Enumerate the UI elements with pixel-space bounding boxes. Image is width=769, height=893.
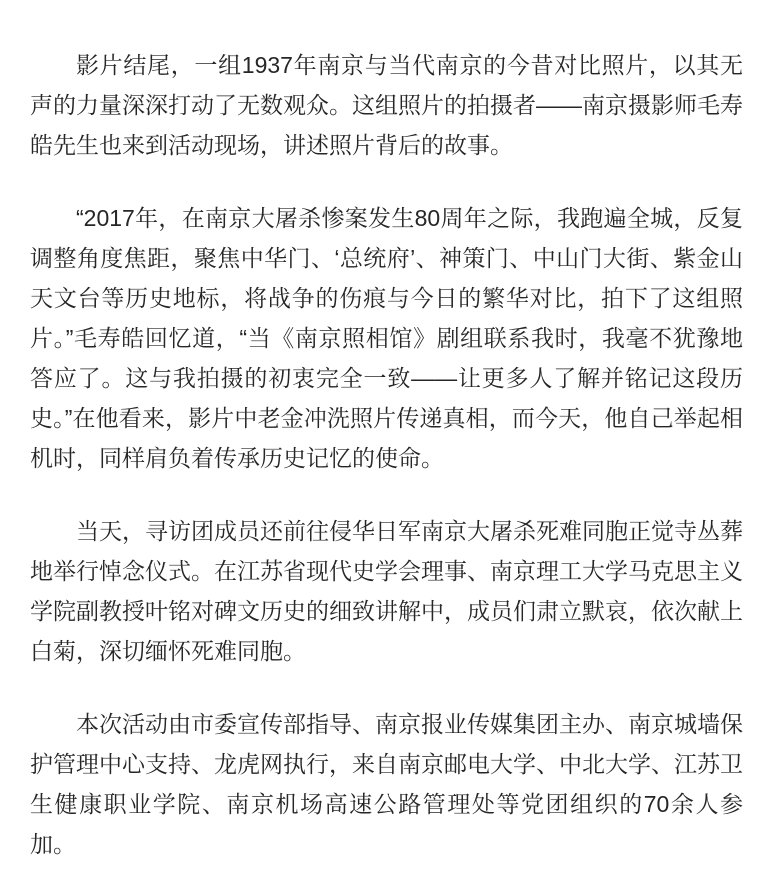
article-paragraph: “2017年，在南京大屠杀惨案发生80周年之际，我跑遍全城，反复调整角度焦距，聚焦中华门、‘总统府’、神策门、中山门大街、紫金山天文台等历史地标，将战争的伤痕与今日的繁华对比，拍下了这组照片。”毛寿皓回忆道，“当《南京照相馆》剧组联系我时，我毫不犹豫地答应了。这与我拍摄的初衷完全一致——让更多人了解并铭记这段历史。”在他看来，影片中老金冲洗照片传递真相，而今天，他自己举起相机时，同样肩负着传承历史记忆的使命。 bbox=[30, 205, 743, 471]
article-paragraph: 影片结尾，一组1937年南京与当代南京的今昔对比照片，以其无声的力量深深打动了无数观众。这组照片的拍摄者——南京摄影师毛寿皓先生也来到活动现场，讲述照片背后的故事。 bbox=[30, 52, 743, 158]
article-paragraph: 当天，寻访团成员还前往侵华日军南京大屠杀死难同胞正觉寺丛葬地举行悼念仪式。在江苏省现代史学会理事、南京理工大学马克思主义学院副教授叶铭对碑文历史的细致讲解中，成员们肃立默哀，依次献上白菊，深切缅怀死难同胞。 bbox=[30, 518, 743, 664]
article-paragraph: 本次活动由市委宣传部指导、南京报业传媒集团主办、南京城墙保护管理中心支持、龙虎网执行，来自南京邮电大学、中北大学、江苏卫生健康职业学院、南京机场高速公路管理处等党团组织的70余人参加。 bbox=[30, 711, 743, 857]
